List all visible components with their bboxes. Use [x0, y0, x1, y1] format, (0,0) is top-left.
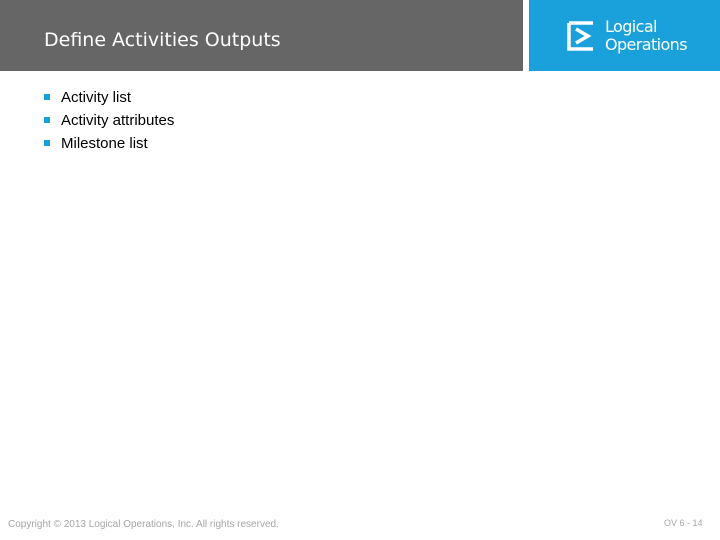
- logical-operations-logo-icon: [567, 19, 599, 53]
- list-item-text: Milestone list: [61, 135, 148, 152]
- square-bullet-icon: [44, 94, 50, 100]
- logo-text-line2: Operations: [605, 35, 687, 54]
- list-item-text: Activity list: [61, 89, 132, 106]
- square-bullet-icon: [44, 140, 50, 146]
- logo: [529, 0, 720, 71]
- list-item: [44, 109, 174, 132]
- bullet-list: [44, 86, 174, 155]
- square-bullet-icon: [44, 117, 50, 123]
- copyright-text: Copyright © 2013 Logical Operations, Inc. All rights reserved.: [8, 519, 279, 530]
- slide-title: Define Activities Outputs: [44, 29, 281, 51]
- logo-text-line1: Logical: [605, 17, 657, 36]
- slide-number: OV 6 - 14: [664, 518, 703, 528]
- header-bar: [0, 0, 523, 71]
- list-item: [44, 132, 174, 155]
- logo-text: [605, 18, 687, 54]
- list-item: [44, 86, 174, 109]
- list-item-text: Activity attributes: [61, 112, 175, 129]
